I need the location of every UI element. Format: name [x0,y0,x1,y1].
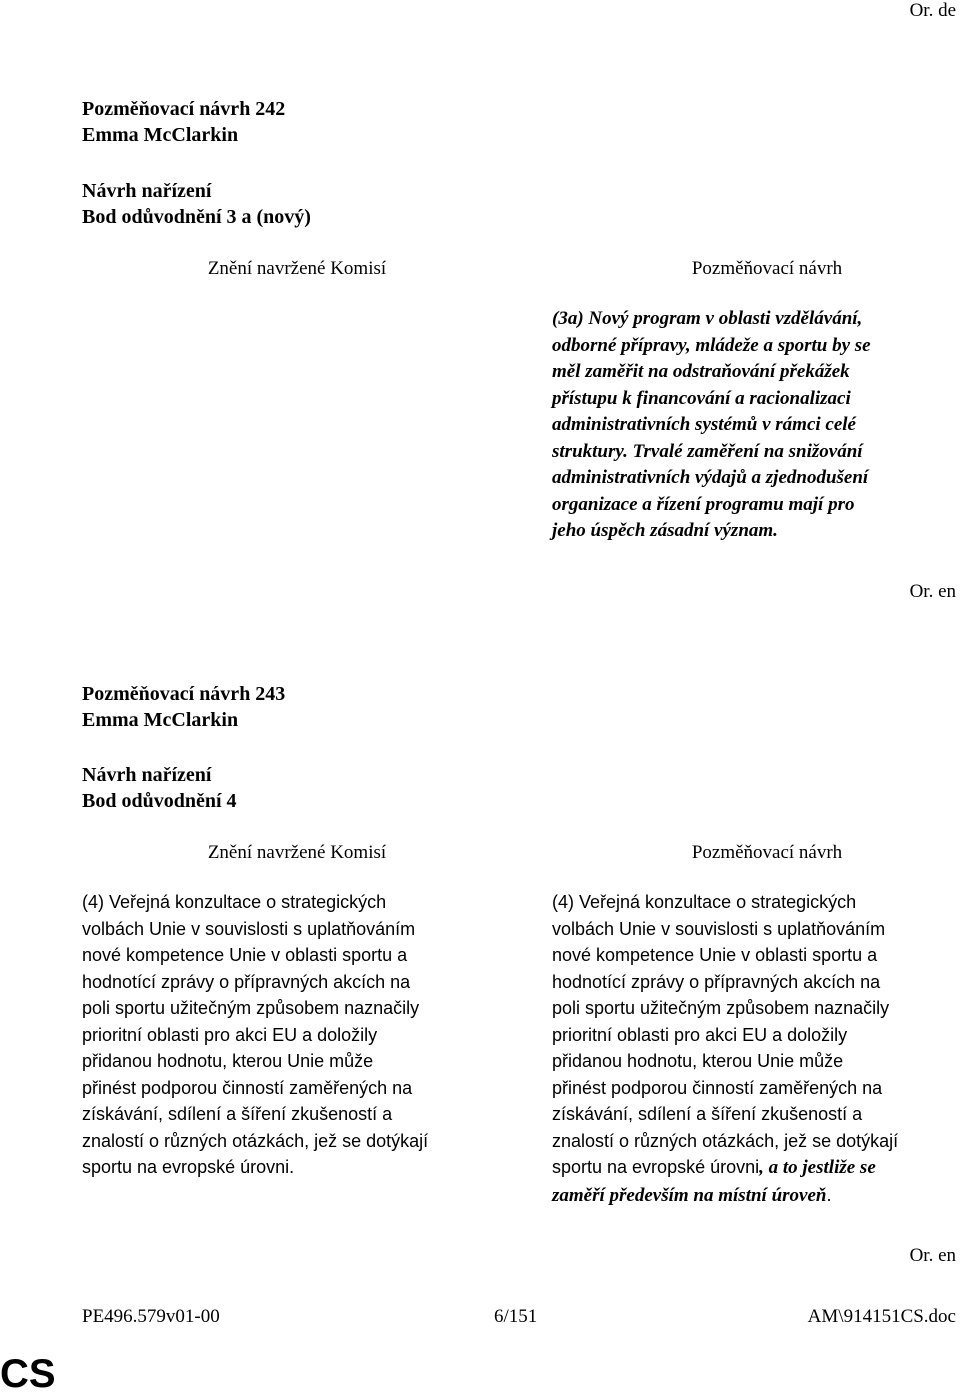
text-line: nové kompetence Unie v oblasti sportu a [82,945,408,965]
text-line: poli sportu užitečným způsobem naznačily [552,998,890,1018]
added-text: , a to jestliže se [759,1157,876,1178]
amendment-242-title: Pozměňovací návrh 242 [82,98,286,120]
text-line: organizace a řízení programu mají pro [552,493,855,515]
text-line: prioritní oblasti pro akci EU a doložily [82,1024,378,1045]
text-line-modified [552,1182,960,1210]
text-line: (3a) Nový program v oblasti vzdělávání, [552,308,863,329]
amendment-243-original-language: Or. en [909,1245,956,1266]
text-line: hodnotící zprávy o přípravných akcích na [552,971,881,992]
text-line: znalostí o různých otázkách, jež se dotýkají [552,1130,899,1151]
text-line: přidanou hodnotu, kterou Unie může [82,1051,374,1071]
amendment-242-amendment-text [552,306,960,545]
amendment-243-author: Emma McClarkin [82,709,239,731]
language-code: CS [0,1352,56,1396]
amendment-242-author: Emma McClarkin [82,124,239,146]
text-line: volbách Unie v souvislosti s uplatňováním [82,918,416,939]
text-line: přinést podporou činností zaměřených na [552,1077,883,1098]
text-line: (4) Veřejná konzultace o strategických [82,892,387,912]
text-line: získávání, sdílení a šíření zkušeností a [82,1104,393,1124]
text-line: přinést podporou činností zaměřených na [82,1077,413,1098]
amendment-242-commission-text-heading: Znění navržené Komisí [207,258,387,279]
unchanged-text: . [826,1184,832,1205]
amendment-243-recital: Bod odůvodnění 4 [82,790,237,812]
amendment-243-amendment-text [552,889,960,1209]
amendment-242-proposal: Návrh nařízení [82,180,212,202]
amendment-243-commission-text-heading: Znění navržené Komisí [207,842,387,863]
text-line: odborné přípravy, mládeže a sportu by se [552,334,871,356]
text-line: administrativních systémů v rámci celé [552,414,856,435]
amendment-243-title: Pozměňovací návrh 243 [82,683,286,705]
amendment-243-commission-text [82,889,512,1181]
footer-document-reference: PE496.579v01-00 [82,1306,220,1327]
text-line: hodnotící zprávy o přípravných akcích na [82,971,411,992]
amendment-242-amendment-heading: Pozměňovací návrh [691,258,843,279]
text-line: přístupu k financování a racionalizaci [552,387,851,409]
text-line: měl zaměřit na odstraňování překážek [552,361,850,382]
text-line: administrativních výdajů a zjednodušení [552,467,869,488]
text-line: získávání, sdílení a šíření zkušeností a [552,1104,863,1124]
text-line-modified [552,1154,960,1182]
text-line: (4) Veřejná konzultace o strategických [552,892,857,912]
text-line: volbách Unie v souvislosti s uplatňováním [552,918,886,939]
text-line: jeho úspěch zásadní význam. [552,520,778,541]
amendment-243-amendment-heading: Pozměňovací návrh [691,842,843,863]
text-line: struktury. Trvalé zaměření na snižování [552,440,863,462]
text-line: prioritní oblasti pro akci EU a doložily [552,1024,848,1045]
footer-page-number: 6/151 [494,1306,538,1327]
amendment-242-original-language: Or. en [909,581,956,602]
text-line: nové kompetence Unie v oblasti sportu a [552,945,878,965]
original-language-de: Or. de [909,0,956,21]
unchanged-text: sportu na evropské úrovni [552,1157,760,1177]
text-line: sportu na evropské úrovni. [82,1157,295,1177]
text-line: přidanou hodnotu, kterou Unie může [552,1051,844,1071]
footer-file-reference: AM\914151CS.doc [807,1306,956,1327]
text-line: znalostí o různých otázkách, jež se dotýkají [82,1130,429,1151]
text-line: poli sportu užitečným způsobem naznačily [82,998,420,1018]
amendment-243-proposal: Návrh nařízení [82,764,212,786]
amendment-242-recital: Bod odůvodnění 3 a (nový) [82,206,311,228]
added-text: zaměří především na místní úroveň [552,1184,827,1206]
